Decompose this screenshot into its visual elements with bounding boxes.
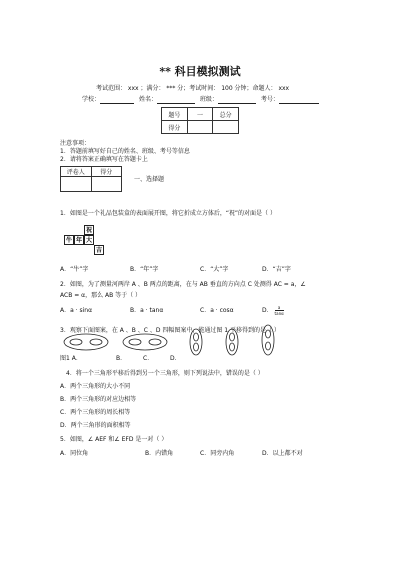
- question-1-text: 1．如图是一个礼品包装盒的表面展开图，将它折成立方体后，“祝”的对面是（ ）: [60, 210, 276, 217]
- score-table: [161, 107, 239, 134]
- option-c[interactable]: C．: [143, 355, 154, 362]
- option-a[interactable]: A．“牛”字: [60, 266, 89, 273]
- notes-title: 注意事项：: [60, 140, 91, 147]
- figure-c-inner-ellipse: [230, 333, 235, 341]
- option-a[interactable]: A．两个三角形的大小不同: [60, 383, 131, 390]
- question-2-text-cont: ACB = α，那么 AB 等于（ ）: [60, 292, 142, 299]
- score-label-cell: 得分: [162, 121, 188, 134]
- option-a[interactable]: A．a · sinα: [60, 307, 93, 314]
- figure-a-outer-ellipse: [123, 334, 167, 350]
- option-b[interactable]: B．两个三角形的对应边相等: [60, 396, 137, 403]
- option-c[interactable]: C．两个三角形的周长相等: [60, 409, 131, 416]
- grader-header-cell: 评卷人: [61, 167, 92, 177]
- option-d[interactable]: D．: [170, 355, 181, 362]
- figure-b-inner-ellipse: [194, 333, 199, 341]
- exam-no-label: 考号：: [260, 96, 279, 103]
- grader-table: [60, 166, 122, 192]
- option-b[interactable]: B．内错角: [145, 450, 174, 457]
- note-item: 1．答题前填写好自己的姓名、班级、考号等信息: [60, 148, 190, 155]
- option-a[interactable]: A．同位角: [60, 450, 89, 457]
- grader-header-cell: 得分: [91, 167, 122, 177]
- option-b[interactable]: B．“年”字: [130, 266, 159, 273]
- fraction-denominator: tanα: [274, 311, 284, 316]
- exam-info-line: 考试范围： xxx ；满分： *** 分；考试时间： 100 分钟；命题人： xxx: [96, 85, 290, 92]
- student-info-row: [82, 96, 319, 104]
- class-field[interactable]: [218, 96, 256, 104]
- question-5-text: 5．如图，∠ AEF 和∠ EFD 是一对（ ）: [60, 436, 168, 443]
- figure-1-label: 图1 A．: [60, 355, 82, 362]
- option-d[interactable]: D．两个三角形的面积相等: [60, 422, 131, 429]
- exam-no-field[interactable]: [279, 96, 319, 104]
- question-3-text: 3．观察下面图案，在 A 、B 、C 、D 四幅图案中，能通过图 1 平移得到的是（ ）: [60, 327, 280, 334]
- note-item: 2．请将答案正确填写在答题卡上: [60, 156, 148, 163]
- option-c[interactable]: C．同旁内角: [200, 450, 235, 457]
- question-2-text: 2．如图，为了测量河两岸 A 、B 两点的距离，在与 AB 垂直的方向点 C 处测得 AC = a，∠: [60, 281, 306, 288]
- score-input-cell[interactable]: [187, 121, 213, 134]
- grader-input-cell[interactable]: [61, 177, 92, 192]
- option-d[interactable]: D．“吉”字: [262, 266, 291, 273]
- pattern-figures: [60, 312, 300, 356]
- score-header-cell: 一: [187, 108, 213, 121]
- net-cell: 大: [85, 237, 92, 244]
- option-b[interactable]: B．a · tanα: [130, 307, 164, 314]
- net-cell: 祝: [85, 227, 92, 234]
- score-header-cell: 题号: [162, 108, 188, 121]
- grader-input-cell[interactable]: [91, 177, 122, 192]
- option-c[interactable]: C．a · cosα: [200, 307, 234, 314]
- figure-c-inner-ellipse: [230, 343, 235, 351]
- class-label: 班级：: [199, 96, 218, 103]
- figure-d-outer-ellipse: [262, 325, 274, 355]
- name-field[interactable]: [157, 96, 195, 104]
- score-header-cell: 总分: [213, 108, 239, 121]
- option-c[interactable]: C．“大”字: [200, 266, 229, 273]
- option-d[interactable]: D．以上都不对: [262, 450, 303, 457]
- school-field[interactable]: [100, 96, 134, 104]
- figure-d-inner-ellipse: [266, 330, 271, 338]
- option-b[interactable]: B．: [116, 355, 127, 362]
- figure-1-inner-ellipse: [70, 339, 82, 345]
- net-cell: 牛: [65, 237, 72, 244]
- figure-a-inner-ellipse: [149, 339, 161, 345]
- figure-d-inner-ellipse: [266, 342, 271, 350]
- score-input-cell[interactable]: [213, 121, 239, 134]
- name-label: 姓名：: [138, 96, 157, 103]
- page-title: ** 科目模拟测试: [159, 65, 241, 78]
- question-4-text: 4．将一个三角形平移后得到另一个三角形，则下列说法中，错误的是（ ）: [66, 370, 264, 377]
- figure-1-inner-ellipse: [90, 339, 102, 345]
- figure-a-inner-ellipse: [129, 339, 141, 345]
- option-d-label: D．: [262, 307, 273, 314]
- figure-1-outer-ellipse: [64, 334, 108, 350]
- figure-b-inner-ellipse: [194, 343, 199, 351]
- net-cell: 年: [75, 237, 82, 244]
- net-cell: 吉: [95, 247, 102, 254]
- section-title: 一、选择题: [134, 176, 165, 183]
- school-label: 学校：: [82, 96, 101, 103]
- fraction-numerator: a: [275, 305, 284, 311]
